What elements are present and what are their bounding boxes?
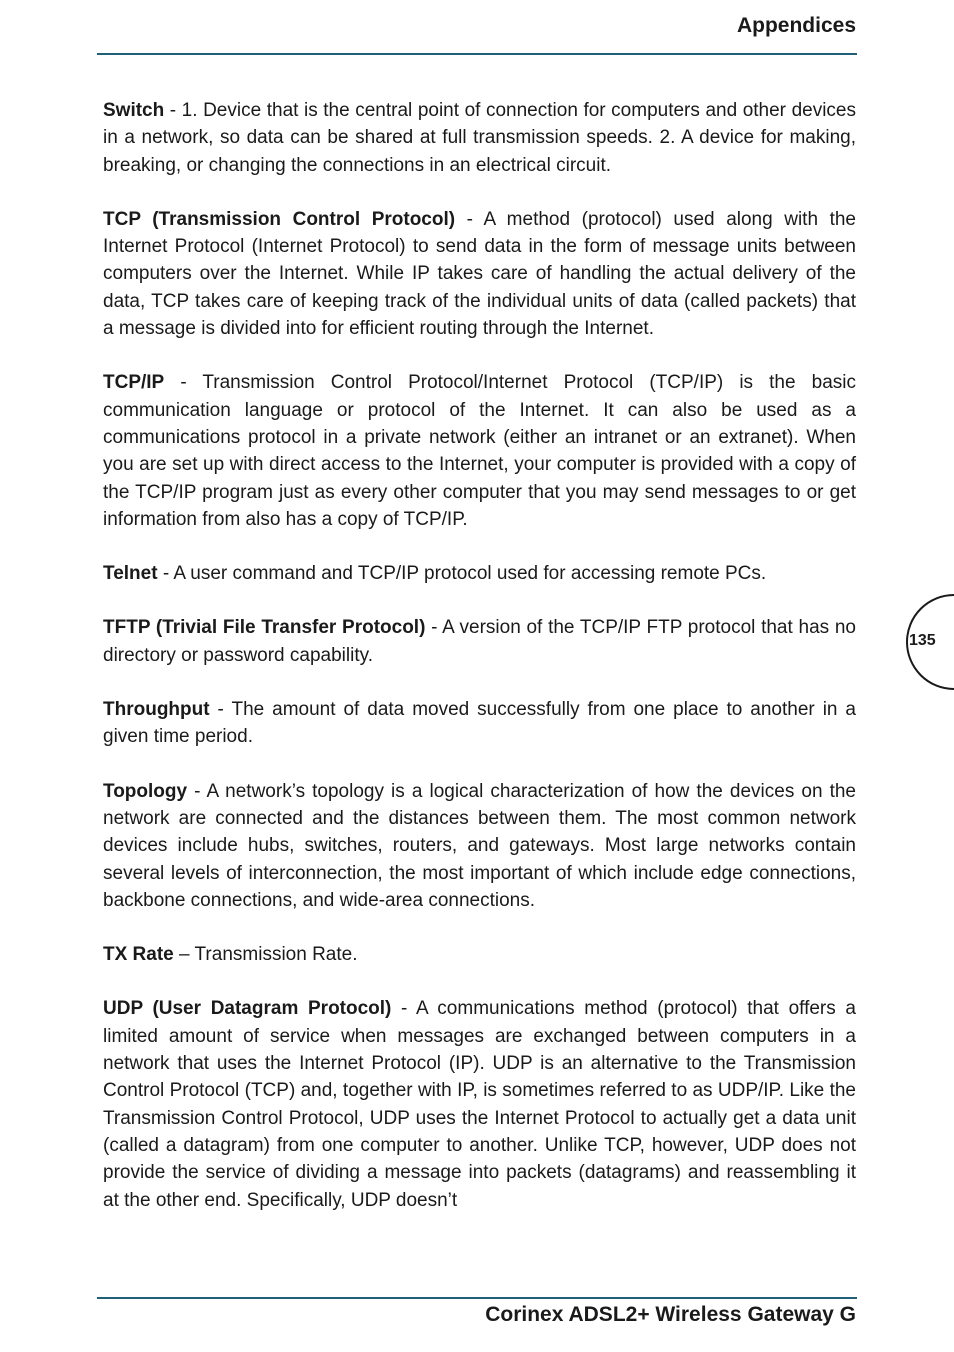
glossary-definition: - A network’s topology is a logical characterization of how the devices on the network are connected and the distances between them. The most common network devices include hubs, switches, routers, and gateways. Most large networks contain several levels of interconnection, the most important of which include edge connections, backbone connections, and wide-area connections. [103,780,856,911]
glossary-entry-switch [103,97,856,179]
glossary-term: TX Rate [103,944,174,966]
glossary-term: TFTP (Trivial File Transfer Protocol) [103,617,426,639]
glossary-entry-udp [103,995,856,1213]
page-header-title: Appendices [736,14,856,37]
glossary-definition: - A method (protocol) used along with the Internet Protocol (Internet Protocol) to send data in the form of message units between computers over the Internet. While IP takes care of handling the actual delivery of the data, TCP takes care of keeping track of the individual units of data (called packets) that a message is divided into for efficient routing through the Internet. [103,208,857,340]
page-footer-title: Corinex ADSL2+ Wireless Gateway G [485,1303,856,1326]
glossary-entry-tx-rate [103,941,856,968]
glossary-term: Telnet [103,563,158,585]
glossary-definition: - A version of the TCP/IP FTP protocol that has no directory or password capability. [103,617,857,666]
page-number: 135 [909,632,936,649]
glossary-definition: - The amount of data moved successfully from one place to another in a given time period. [103,699,856,748]
glossary-entry-tcp-ip [103,369,856,533]
glossary-term: TCP (Transmission Control Protocol) [103,208,456,230]
glossary-entry-telnet [103,560,856,587]
glossary-term: Switch [103,100,165,121]
glossary-definition: – Transmission Rate. [173,944,358,966]
glossary-content [103,97,856,1241]
glossary-definition: - A communications method (protocol) that offers a limited amount of service when messages are exchanged between computers in a network that uses the Internet Protocol (IP). UDP is an alternative to the Transmission Control Protocol (TCP) and, together with IP, is sometimes referred to as UDP/IP. Like the Transmission Control Protocol, UDP uses the Internet Protocol to actually get a data unit (called a datagram) from one computer to another. Unlike TCP, however, UDP does not provide the service of dividing a message into packets (datagrams) and reassembling it at the other end. Specifically, UDP doesn’t [103,998,856,1211]
footer-divider [97,1297,857,1299]
glossary-entry-throughput [103,696,856,751]
glossary-entry-tftp [103,614,856,669]
glossary-term: UDP (User Datagram Protocol) [103,998,392,1020]
glossary-definition: - 1. Device that is the central point of connection for computers and other devices in a network, so data can be shared at full transmission speeds. 2. A device for making, breaking, or changing the connections in an electrical circuit. [103,100,856,176]
glossary-term: TCP/IP [103,372,165,394]
header-divider [97,53,857,55]
glossary-term: Topology [103,780,188,802]
glossary-entry-topology [103,778,856,914]
glossary-term: Throughput [103,699,210,721]
glossary-definition: - A user command and TCP/IP protocol used for accessing remote PCs. [157,563,767,585]
glossary-definition: - Transmission Control Protocol/Internet Protocol (TCP/IP) is the basic communication language or protocol of the Internet. It can also be used as a communications protocol in a private network (either an intranet or an extranet). When you are set up with direct access to the Internet, your computer is provided with a copy of the TCP/IP program just as every other computer that you may send messages to or get information from also has a copy of TCP/IP. [103,372,856,530]
glossary-entry-tcp [103,206,856,342]
